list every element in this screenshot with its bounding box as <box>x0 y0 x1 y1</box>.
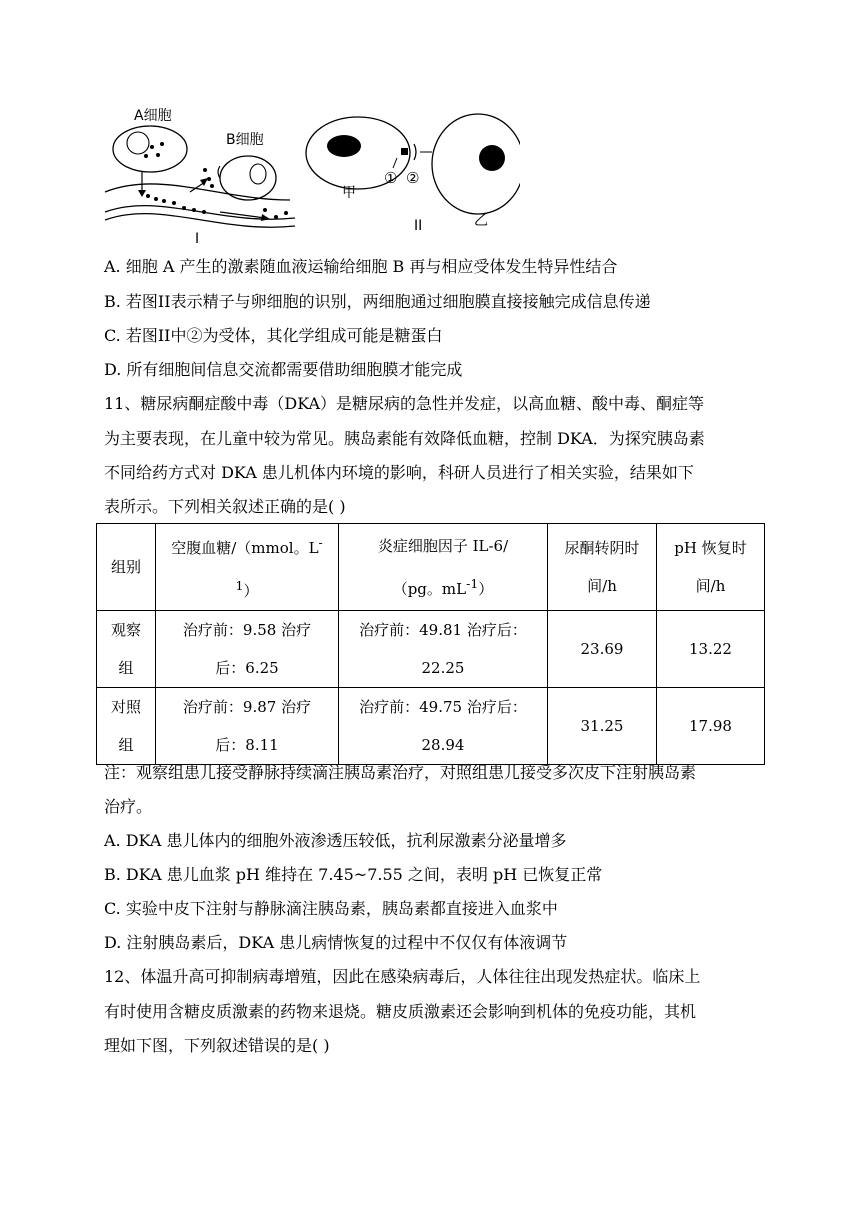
header-ph: pH 恢复时 间/h <box>657 524 765 611</box>
q11-option-b: B. DKA 患儿血浆 pH 维持在 7.45~7.55 之间，表明 pH 已恢复正常 <box>104 865 603 884</box>
q11-note-line-2: 治疗。 <box>104 797 153 816</box>
header-glucose: 空腹血糖/（mmol。L- $^1$） <box>156 524 339 611</box>
q11-stem-line-4: 表所示。下列相关叙述正确的是( ) <box>104 497 346 516</box>
q11-stem-line-3: 不同给药方式对 DKA 患儿机体内环境的影响，科研人员进行了相关实验，结果如下 <box>104 463 694 482</box>
label-1: ① <box>384 169 398 187</box>
q10-option-a: A. 细胞 A 产生的激素随血液运输给细胞 B 再与相应受体发生特异性结合 <box>104 257 618 276</box>
q10-option-c: C. 若图II中②为受体，其化学组成可能是糖蛋白 <box>104 326 443 345</box>
header-ketone: 尿酮转阴时 间/h <box>548 524 657 611</box>
q11-option-c: C. 实验中皮下注射与静脉滴注胰岛素，胰岛素都直接进入血浆中 <box>104 899 558 918</box>
table-row <box>97 611 765 688</box>
cell-glucose: 治疗前：9.87 治疗 后：8.11 <box>156 688 339 765</box>
label-ii: II <box>414 218 423 234</box>
table-header-row <box>97 524 765 611</box>
cell-ph: 17.98 <box>657 688 765 765</box>
label-a-cell: A细胞 <box>134 108 172 124</box>
q11-stem-line-2: 为主要表现，在儿童中较为常见。胰岛素能有效降低血糖，控制 DKA．为探究胰岛素 <box>104 429 705 448</box>
cell-a <box>113 126 187 172</box>
cell-glucose: 治疗前：9.58 治疗 后：6.25 <box>156 611 339 688</box>
header-il6: 炎症细胞因子 IL-6/ （pg。$mL^{-1}$） <box>339 524 548 611</box>
q12-stem-line-3: 理如下图，下列叙述错误的是( ) <box>104 1036 330 1055</box>
cell-group: 对照 组 <box>97 688 156 765</box>
cell-ketone: 31.25 <box>548 688 657 765</box>
cell-yi <box>432 114 520 214</box>
cell-il6: 治疗前：49.81 治疗后： 22.25 <box>339 611 548 688</box>
cell-il6: 治疗前：49.75 治疗后： 28.94 <box>339 688 548 765</box>
cell-group: 观察 组 <box>97 611 156 688</box>
label-yi: 乙 <box>474 213 488 229</box>
q10-option-d: D. 所有细胞间信息交流都需要借助细胞膜才能完成 <box>104 360 463 379</box>
label-b-cell: B细胞 <box>226 132 264 148</box>
cell-ketone: 23.69 <box>548 611 657 688</box>
cell-ph: 13.22 <box>657 611 765 688</box>
results-table <box>96 523 765 765</box>
label-jia: 甲 <box>342 185 356 201</box>
q11-option-d: D. 注射胰岛素后，DKA 患儿病情恢复的过程中不仅仅有体液调节 <box>104 933 568 952</box>
label-i: I <box>195 231 200 247</box>
header-group: 组别 <box>97 524 156 611</box>
q11-option-a: A. DKA 患儿体内的细胞外液渗透压较低，抗利尿激素分泌量增多 <box>104 831 567 850</box>
cell-signaling-figure <box>100 100 520 250</box>
q11-note-line-1: 注：观察组患儿接受静脉持续滴注胰岛素治疗，对照组患儿接受多次皮下注射胰岛素 <box>104 763 697 782</box>
q12-stem-line-2: 有时使用含糖皮质激素的药物来退烧。糖皮质激素还会影响到机体的免疫功能，其机 <box>104 1002 697 1021</box>
q12-stem-line-1: 12、体温升高可抑制病毒增殖，因此在感染病毒后，人体往往出现发热症状。临床上 <box>104 967 701 986</box>
q10-option-b: B. 若图II表示精子与卵细胞的识别，两细胞通过细胞膜直接接触完成信息传递 <box>104 292 651 311</box>
q11-stem-line-1: 11、糖尿病酮症酸中毒（DKA）是糖尿病的急性并发症，以高血糖、酸中毒、酮症等 <box>104 394 705 413</box>
table-row <box>97 688 765 765</box>
label-2: ② <box>406 169 420 187</box>
